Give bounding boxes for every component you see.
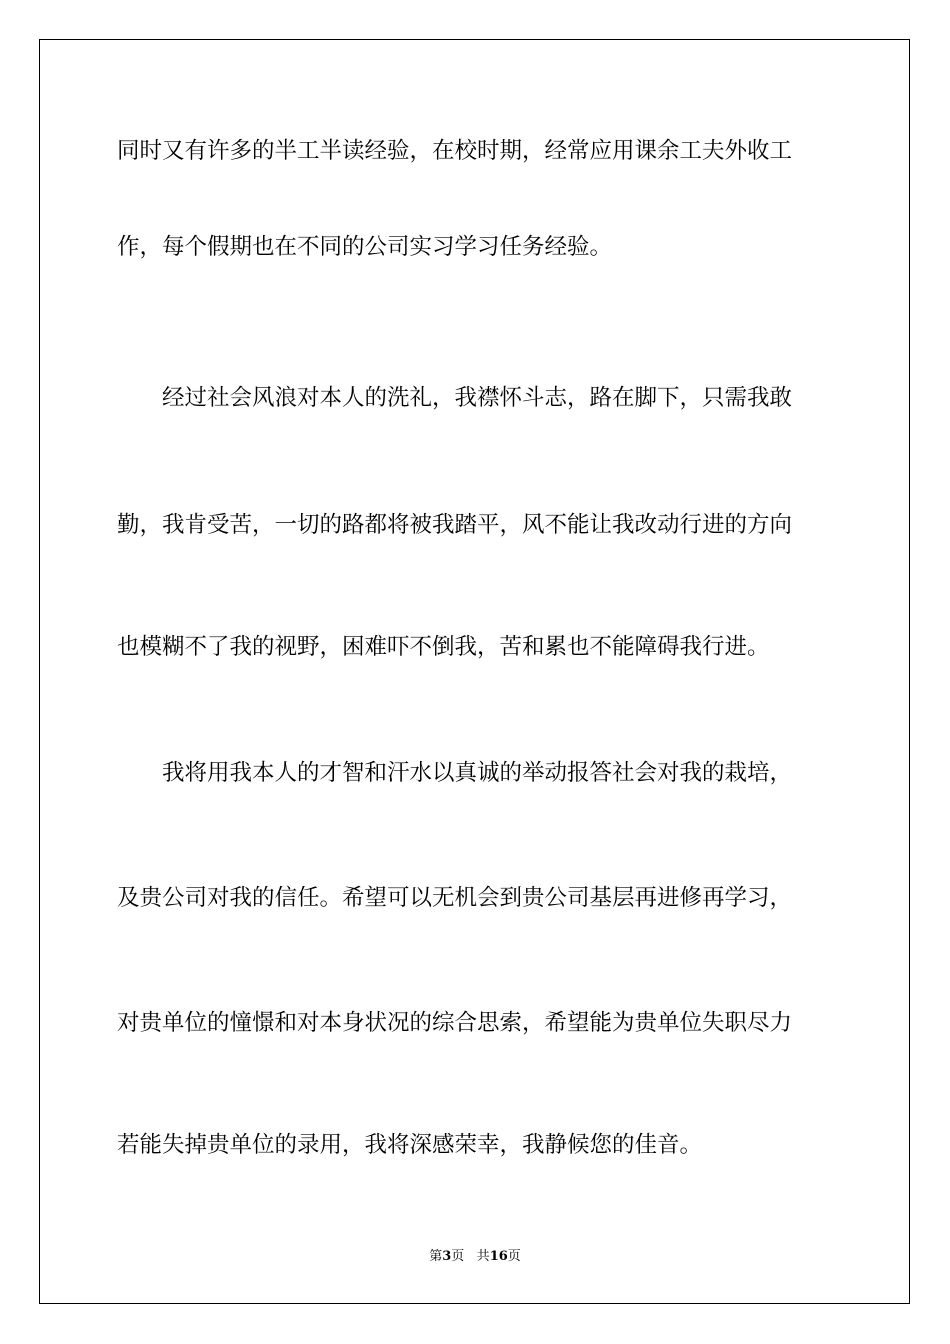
body-line-7: 及贵公司对我的信任。希望可以无机会到贵公司基层再进修再学习， <box>117 885 793 911</box>
footer-page-prefix: 第 <box>429 1249 443 1264</box>
footer-total-prefix: 共 <box>476 1249 490 1264</box>
body-line-2: 作，每个假期也在不同的公司实习学习任务经验。 <box>117 234 613 260</box>
footer-total-suffix: 页 <box>507 1249 521 1264</box>
body-line-9: 若能失掉贵单位的录用，我将深感荣幸，我静候您的佳音。 <box>117 1132 703 1158</box>
body-line-1: 同时又有许多的半工半读经验，在校时期，经常应用课余工夫外收工 <box>117 138 793 164</box>
footer-total-pages: 16 <box>489 1249 508 1264</box>
body-line-8: 对贵单位的憧憬和对本身状况的综合思索，希望能为贵单位失职尽力 <box>117 1010 793 1036</box>
page-footer <box>0 1248 950 1266</box>
footer-page-number: 3 <box>442 1249 452 1264</box>
body-line-6: 我将用我本人的才智和汗水以真诚的举动报答社会对我的栽培， <box>162 760 793 786</box>
body-line-4: 勤，我肯受苦，一切的路都将被我踏平，风不能让我改动行进的方向 <box>117 512 793 538</box>
body-line-3: 经过社会风浪对本人的洗礼，我襟怀斗志，路在脚下，只需我敢 <box>162 385 793 411</box>
body-line-5: 也模糊不了我的视野，困难吓不倒我，苦和累也不能障碍我行进。 <box>117 634 770 660</box>
footer-page-suffix: 页 <box>451 1249 465 1264</box>
page-border <box>39 39 910 1304</box>
